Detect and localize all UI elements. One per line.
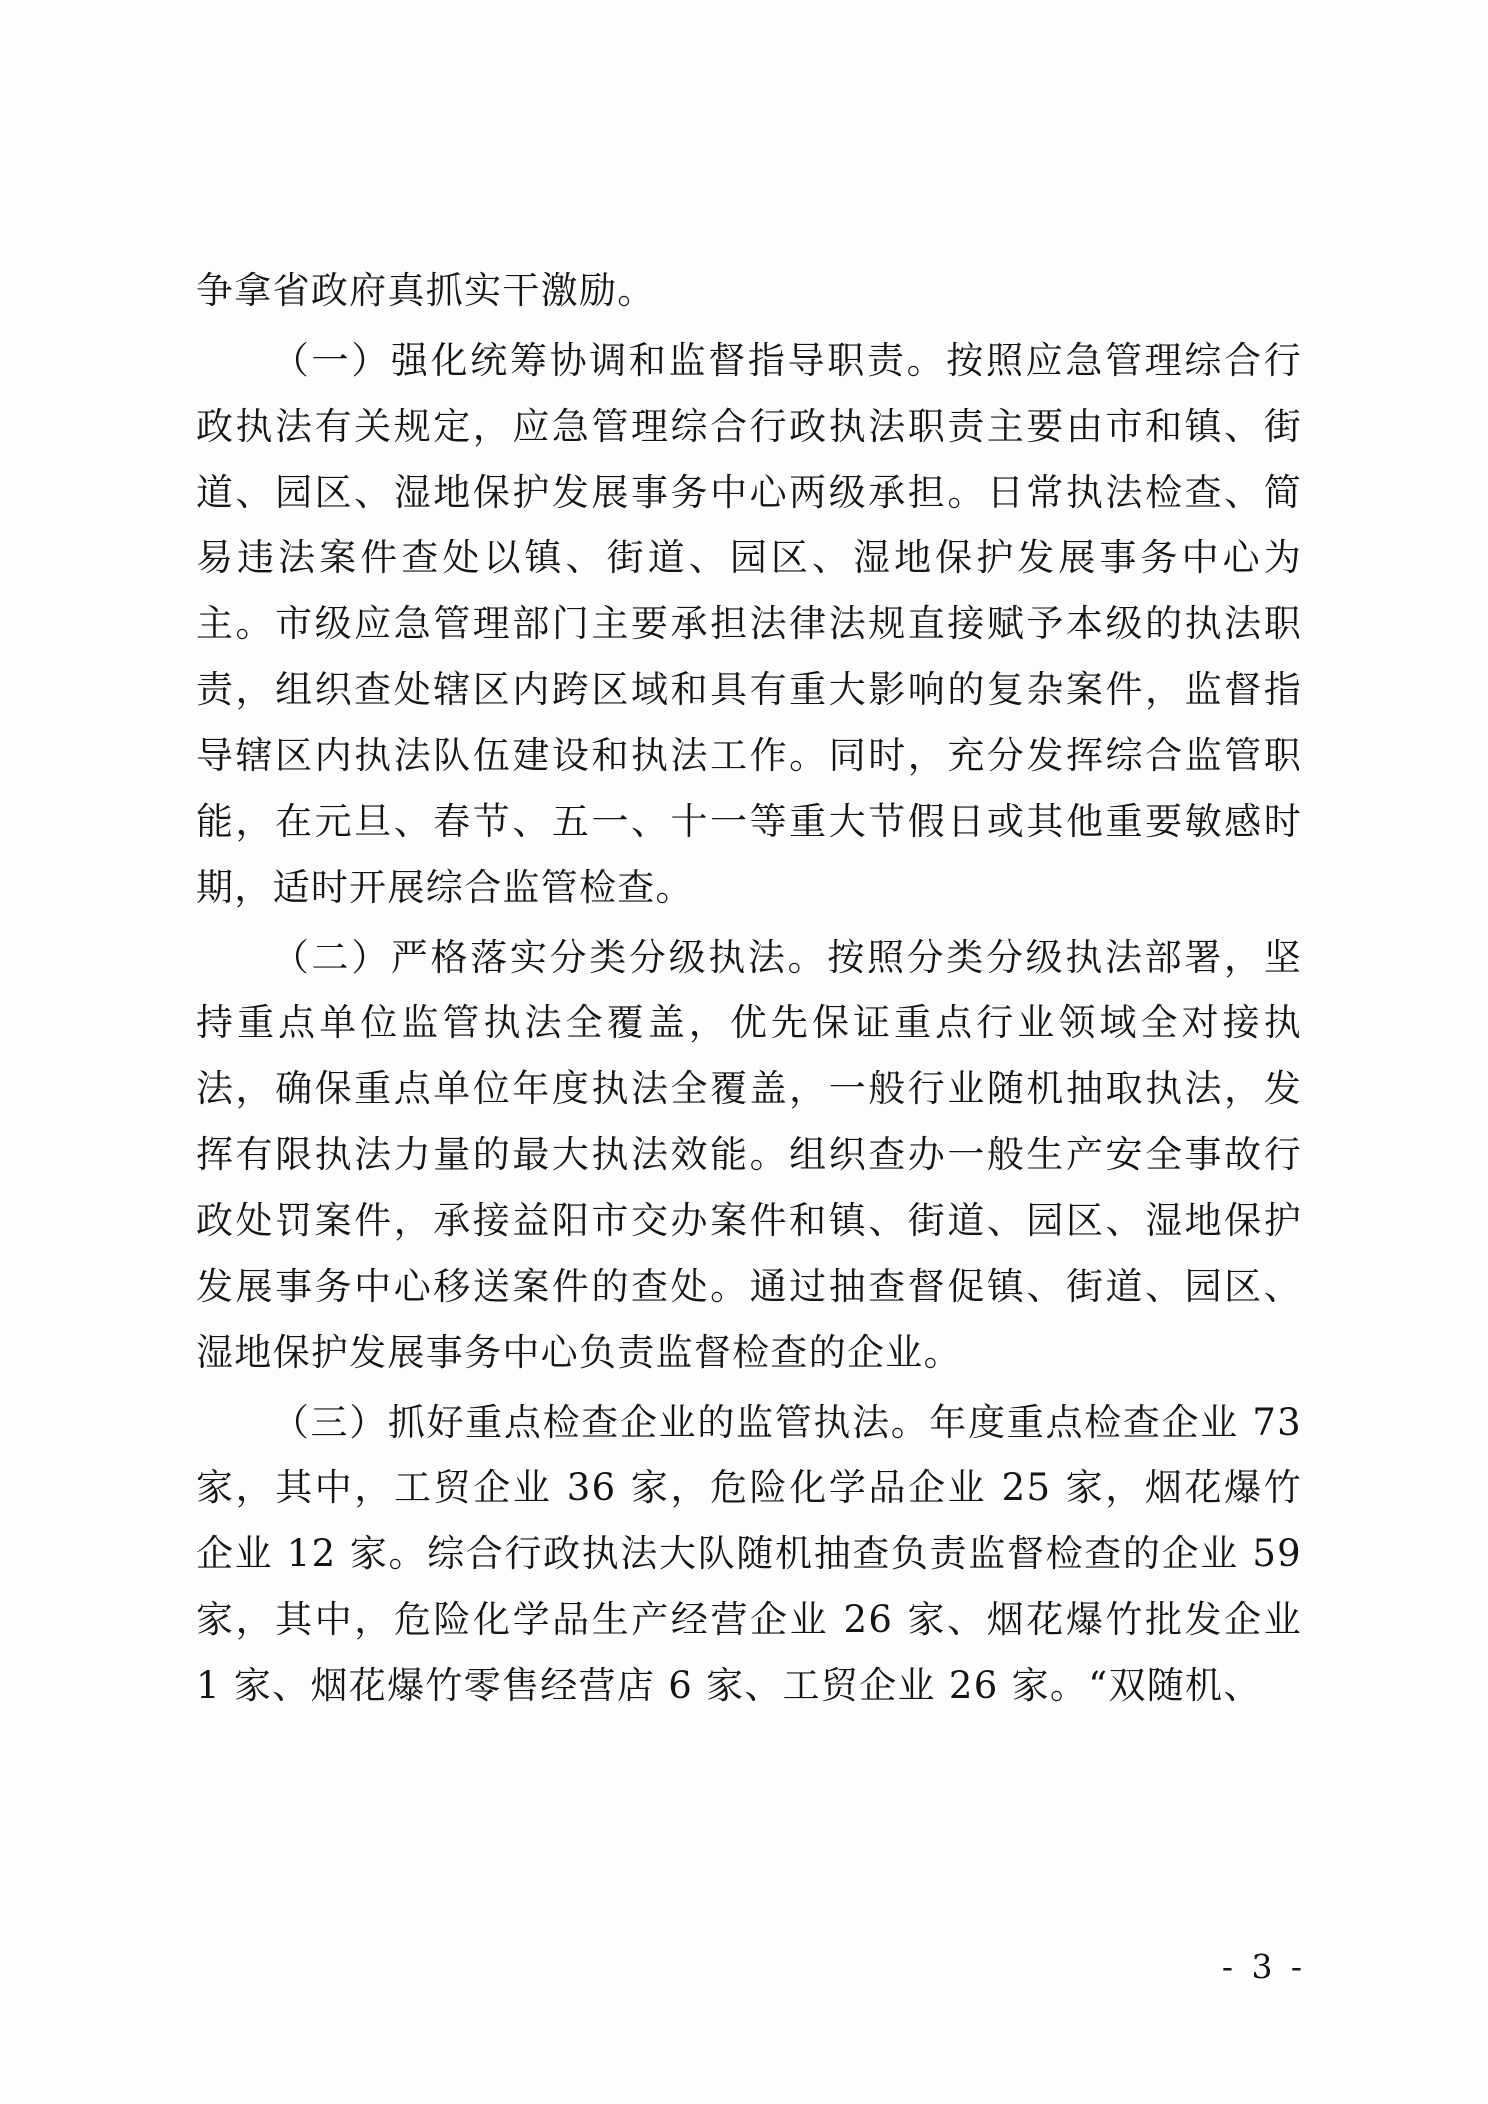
paragraph-section-three: （三）抓好重点检查企业的监管执法。年度重点检查企业 73 家，其中，工贸企业 36 家，危险化学品企业 25 家，烟花爆竹企业 12 家。综合行政执法大队随机抽查负责监督检查的企业 59 家，其中，危险化学品生产经营企业 26 家、烟花爆竹批发企业 1 家、烟花爆竹零售经营店 6 家、工贸企业 26 家。“双随机、 — [196, 1400, 1302, 1708]
page-number: - 3 - — [1221, 1947, 1306, 1986]
paragraph-continuation: 争拿省政府真抓实干激励。 — [196, 269, 656, 312]
document-body — [196, 258, 1302, 1723]
paragraph-section-one: （一）强化统筹协调和监督指导职责。按照应急管理综合行政执法有关规定，应急管理综合行政执法职责主要由市和镇、街道、园区、湿地保护发展事务中心两级承担。日常执法检查、简易违法案件查处以镇、街道、园区、湿地保护发展事务中心为主。市级应急管理部门主要承担法律法规直接赋予本级的执法职责，组织查处辖区内跨区域和具有重大影响的复杂案件，监督指导辖区内执法队伍建设和执法工作。同时，充分发挥综合监管职能，在元旦、春节、五一、十一等重大节假日或其他重要敏感时期，适时开展综合监管检查。 — [196, 338, 1302, 909]
paragraph-section-two: （二）严格落实分类分级执法。按照分类分级执法部署，坚持重点单位监管执法全覆盖，优先保证重点行业领域全对接执法，确保重点单位年度执法全覆盖，一般行业随机抽取执法，发挥有限执法力量的最大执法效能。组织查办一般生产安全事故行政处罚案件，承接益阳市交办案件和镇、街道、园区、湿地保护发展事务中心移送案件的查处。通过抽查督促镇、街道、园区、湿地保护发展事务中心负责监督检查的企业。 — [196, 935, 1302, 1374]
